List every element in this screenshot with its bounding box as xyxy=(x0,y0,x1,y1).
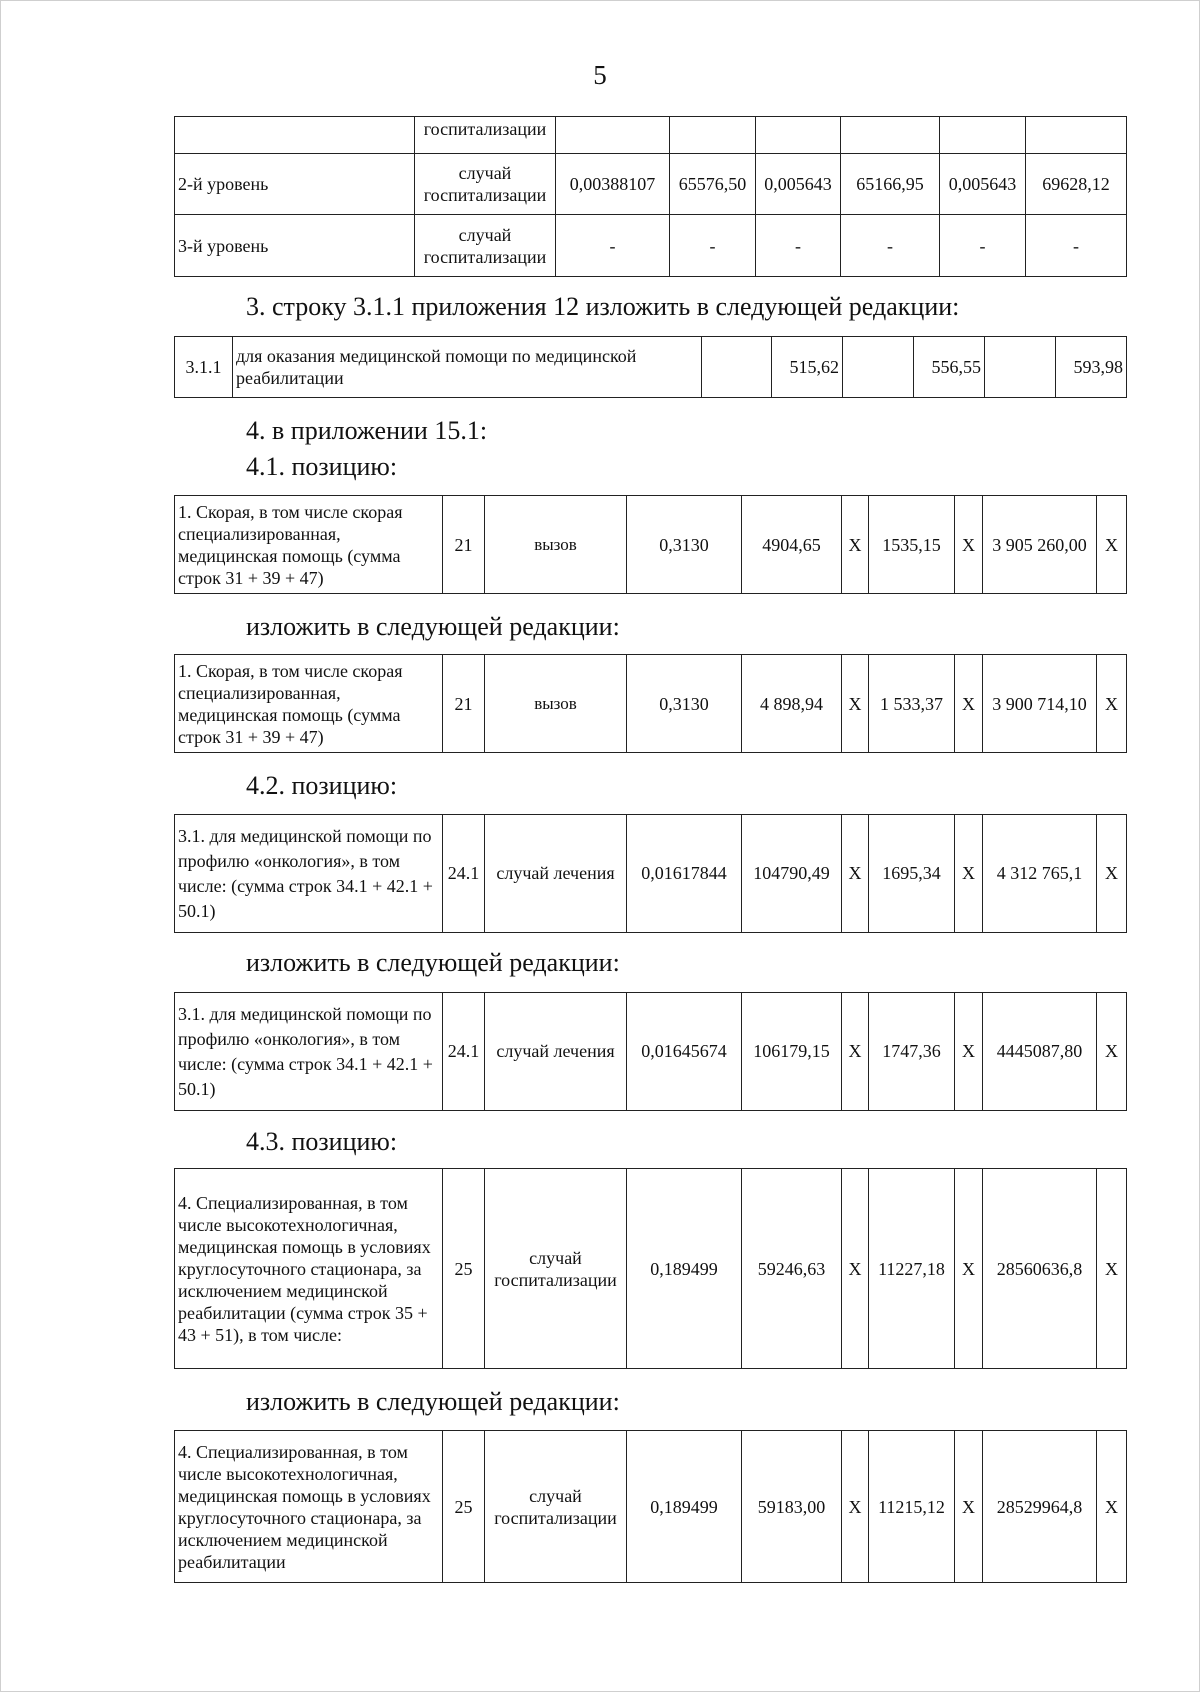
cell: 59183,00 xyxy=(742,1431,842,1583)
cell: 25 xyxy=(443,1169,485,1369)
cell: - xyxy=(1026,215,1127,277)
cell: 1. Скорая, в том числе скорая специализированная, медицинская помощь (сумма строк 31 + 39 + 47) xyxy=(175,655,443,753)
cell: 1695,34 xyxy=(869,815,955,933)
cell: - xyxy=(841,215,940,277)
cell xyxy=(175,117,415,154)
cell: X xyxy=(955,1169,983,1369)
cell xyxy=(1026,117,1127,154)
cell: X xyxy=(955,815,983,933)
cell: 2-й уровень xyxy=(175,154,415,215)
cell: X xyxy=(842,815,869,933)
cell: 3.1. для медицинской помощи по профилю «онкология», в том числе: (сумма строк 34.1 + 42.1 + 50.1) xyxy=(175,993,443,1111)
cell: 69628,12 xyxy=(1026,154,1127,215)
cell: X xyxy=(842,1169,869,1369)
section-heading: 3. строку 3.1.1 приложения 12 изложить в следующей редакции: xyxy=(246,292,960,321)
cell: 3 900 714,10 xyxy=(983,655,1097,753)
table-row xyxy=(175,993,1127,1111)
section-heading: изложить в следующей редакции: xyxy=(246,612,620,641)
cell: госпитализации xyxy=(415,117,556,154)
cell: 4 898,94 xyxy=(742,655,842,753)
cell: 25 xyxy=(443,1431,485,1583)
table-row xyxy=(175,117,1127,154)
table-row xyxy=(175,154,1127,215)
cell: 0,00388107 xyxy=(556,154,670,215)
cell: X xyxy=(955,655,983,753)
cell: случай госпитализации xyxy=(415,215,556,277)
cell: X xyxy=(955,496,983,594)
cell: 0,005643 xyxy=(756,154,841,215)
cell: X xyxy=(1097,496,1127,594)
cell: 11215,12 xyxy=(869,1431,955,1583)
cell xyxy=(843,337,914,398)
cell: 4904,65 xyxy=(742,496,842,594)
cell: 0,3130 xyxy=(627,655,742,753)
position-table xyxy=(174,1168,1127,1369)
cell: 1 533,37 xyxy=(869,655,955,753)
cell: 106179,15 xyxy=(742,993,842,1111)
table-row xyxy=(175,815,1127,933)
cell: 3 905 260,00 xyxy=(983,496,1097,594)
cell: вызов xyxy=(485,655,627,753)
cell: X xyxy=(1097,993,1127,1111)
cell: случай лечения xyxy=(485,993,627,1111)
cell: 515,62 xyxy=(772,337,843,398)
cell: X xyxy=(842,1431,869,1583)
cell: 3-й уровень xyxy=(175,215,415,277)
cell: вызов xyxy=(485,496,627,594)
cell: 4 312 765,1 xyxy=(983,815,1097,933)
cell: X xyxy=(1097,655,1127,753)
cell: 3.1. для медицинской помощи по профилю «онкология», в том числе: (сумма строк 34.1 + 42.1 + 50.1) xyxy=(175,815,443,933)
cell: 0,01617844 xyxy=(627,815,742,933)
cell xyxy=(556,117,670,154)
position-table xyxy=(174,654,1127,753)
section-heading: 4.2. позицию: xyxy=(246,771,398,800)
cell: случай госпитализации xyxy=(485,1169,627,1369)
cell: 0,01645674 xyxy=(627,993,742,1111)
cell: 104790,49 xyxy=(742,815,842,933)
table-row xyxy=(175,496,1127,594)
cell: X xyxy=(1097,815,1127,933)
position-table xyxy=(174,495,1127,594)
cell: 11227,18 xyxy=(869,1169,955,1369)
position-table xyxy=(174,814,1127,933)
cell: X xyxy=(955,993,983,1111)
cell: 65166,95 xyxy=(841,154,940,215)
table-row xyxy=(175,1169,1127,1369)
section-heading: изложить в следующей редакции: xyxy=(246,948,620,977)
cell xyxy=(940,117,1026,154)
cell: случай госпитализации xyxy=(415,154,556,215)
cell: 59246,63 xyxy=(742,1169,842,1369)
cell: 65576,50 xyxy=(670,154,756,215)
page-number: 5 xyxy=(593,60,607,90)
section-heading: 4.1. позицию: xyxy=(246,452,398,481)
cell: случай лечения xyxy=(485,815,627,933)
cell: 593,98 xyxy=(1056,337,1127,398)
cell: 0,189499 xyxy=(627,1169,742,1369)
cell: 1747,36 xyxy=(869,993,955,1111)
cell: 4445087,80 xyxy=(983,993,1097,1111)
table-row xyxy=(175,337,1127,398)
cell: 1535,15 xyxy=(869,496,955,594)
cell: - xyxy=(670,215,756,277)
section-heading: 4. в приложении 15.1: xyxy=(246,416,488,445)
section-heading: изложить в следующей редакции: xyxy=(246,1387,620,1416)
cell: случай госпитализации xyxy=(485,1431,627,1583)
cell: X xyxy=(842,993,869,1111)
cell: - xyxy=(756,215,841,277)
cell: - xyxy=(940,215,1026,277)
position-table xyxy=(174,992,1127,1111)
cell xyxy=(841,117,940,154)
cell: 21 xyxy=(443,496,485,594)
position-table xyxy=(174,1430,1127,1583)
cell: 0,3130 xyxy=(627,496,742,594)
cell: 556,55 xyxy=(914,337,985,398)
cell: X xyxy=(1097,1431,1127,1583)
section-heading: 4.3. позицию: xyxy=(246,1127,398,1156)
cell: 24.1 xyxy=(443,993,485,1111)
cell xyxy=(670,117,756,154)
cell: 0,005643 xyxy=(940,154,1026,215)
table-row xyxy=(175,655,1127,753)
cell: 4. Специализированная, в том числе высокотехнологичная, медицинская помощь в условиях круглосуточного стационара, за исключением медицинской реабилитации (сумма строк 35 + 43 + 51), в том числе: xyxy=(175,1169,443,1369)
table-row xyxy=(175,1431,1127,1583)
cell: 4. Специализированная, в том числе высокотехнологичная, медицинская помощь в условиях круглосуточного стационара, за исключением медицинской реабилитации xyxy=(175,1431,443,1583)
cell xyxy=(756,117,841,154)
cell: 1. Скорая, в том числе скорая специализированная, медицинская помощь (сумма строк 31 + 39 + 47) xyxy=(175,496,443,594)
cell: X xyxy=(842,655,869,753)
cell: 21 xyxy=(443,655,485,753)
cell: X xyxy=(1097,1169,1127,1369)
cell: 28529964,8 xyxy=(983,1431,1097,1583)
cell: X xyxy=(955,1431,983,1583)
cell: для оказания медицинской помощи по медицинской реабилитации xyxy=(233,337,702,398)
levels-table xyxy=(174,116,1127,277)
cell: X xyxy=(842,496,869,594)
cell xyxy=(985,337,1056,398)
cell: 24.1 xyxy=(443,815,485,933)
cell: - xyxy=(556,215,670,277)
table-row xyxy=(175,215,1127,277)
cell: 28560636,8 xyxy=(983,1169,1097,1369)
cell xyxy=(702,337,772,398)
cell: 3.1.1 xyxy=(175,337,233,398)
cell: 0,189499 xyxy=(627,1431,742,1583)
row-3-1-1-table xyxy=(174,336,1127,398)
